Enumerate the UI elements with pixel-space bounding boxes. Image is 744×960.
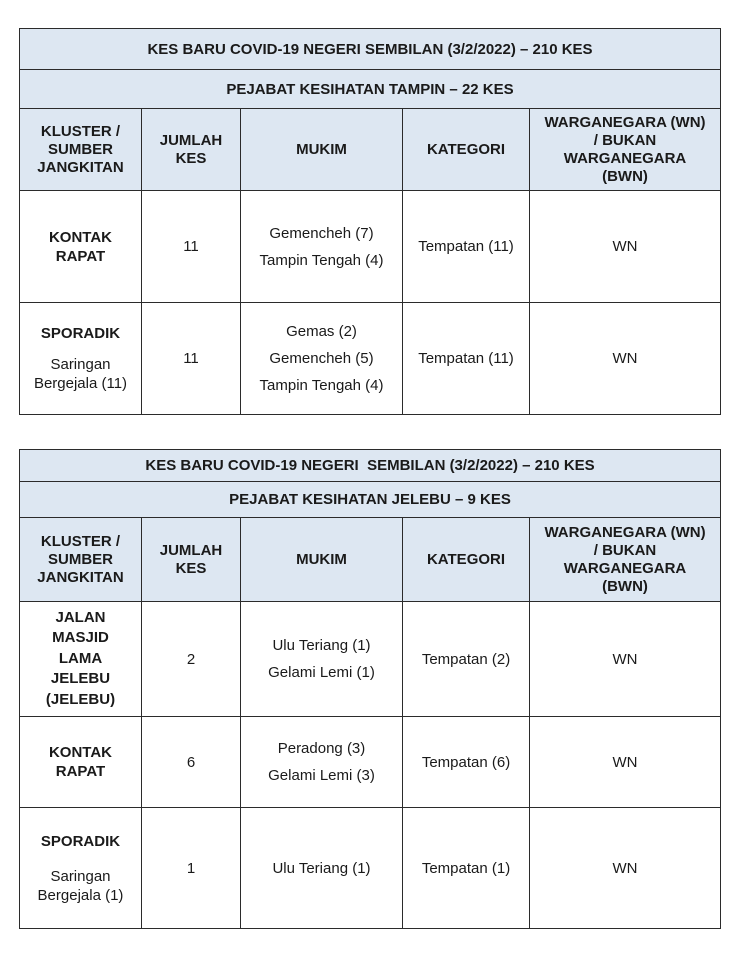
cell-jumlah: 11 — [142, 191, 241, 303]
table-title-row — [20, 450, 721, 482]
cell-kluster: KONTAK RAPAT — [20, 717, 142, 808]
cell-jumlah: 1 — [142, 808, 241, 929]
office-row — [20, 482, 721, 518]
cell-jumlah: 11 — [142, 303, 241, 415]
header-warga: WARGANEGARA (WN) / BUKAN WARGANEGARA (BWN) — [530, 109, 721, 191]
cell-jumlah: 6 — [142, 717, 241, 808]
cell-kategori: Tempatan (1) — [403, 808, 530, 929]
header-row — [20, 109, 721, 191]
cell-warga: WN — [530, 602, 721, 717]
cell-kategori: Tempatan (11) — [403, 303, 530, 415]
cell-mukim: Gemencheh (7) Tampin Tengah (4) — [241, 191, 403, 303]
cell-warga: WN — [530, 808, 721, 929]
table-row — [20, 602, 721, 717]
header-kategori: KATEGORI — [403, 109, 530, 191]
tampin-cases-table — [19, 28, 721, 415]
cell-warga: WN — [530, 303, 721, 415]
header-warga: WARGANEGARA (WN) / BUKAN WARGANEGARA (BWN) — [530, 518, 721, 602]
cell-kluster: SPORADIK Saringan Bergejala (11) — [20, 303, 142, 415]
cell-kategori: Tempatan (6) — [403, 717, 530, 808]
cell-kategori: Tempatan (2) — [403, 602, 530, 717]
header-jumlah: JUMLAH KES — [142, 109, 241, 191]
header-row — [20, 518, 721, 602]
header-kluster: KLUSTER / SUMBER JANGKITAN — [20, 518, 142, 602]
header-kategori: KATEGORI — [403, 518, 530, 602]
cell-mukim: Peradong (3) Gelami Lemi (3) — [241, 717, 403, 808]
header-kluster: KLUSTER / SUMBER JANGKITAN — [20, 109, 142, 191]
cell-mukim: Ulu Teriang (1) — [241, 808, 403, 929]
cell-kluster: SPORADIK Saringan Bergejala (1) — [20, 808, 142, 929]
table-title: KES BARU COVID-19 NEGERI SEMBILAN (3/2/2022) – 210 KES — [20, 450, 721, 482]
cell-mukim: Gemas (2) Gemencheh (5) Tampin Tengah (4) — [241, 303, 403, 415]
office-row — [20, 70, 721, 109]
cell-warga: WN — [530, 717, 721, 808]
header-mukim: MUKIM — [241, 518, 403, 602]
cell-kluster: KONTAK RAPAT — [20, 191, 142, 303]
cell-jumlah: 2 — [142, 602, 241, 717]
cell-warga: WN — [530, 191, 721, 303]
cell-kategori: Tempatan (11) — [403, 191, 530, 303]
cell-mukim: Ulu Teriang (1) Gelami Lemi (1) — [241, 602, 403, 717]
table-row — [20, 191, 721, 303]
office-title: PEJABAT KESIHATAN TAMPIN – 22 KES — [20, 70, 721, 109]
table-title-row — [20, 29, 721, 70]
office-title: PEJABAT KESIHATAN JELEBU – 9 KES — [20, 482, 721, 518]
header-jumlah: JUMLAH KES — [142, 518, 241, 602]
table-row — [20, 717, 721, 808]
table-title: KES BARU COVID-19 NEGERI SEMBILAN (3/2/2022) – 210 KES — [20, 29, 721, 70]
table-row — [20, 303, 721, 415]
table-row — [20, 808, 721, 929]
cell-kluster: JALAN MASJID LAMA JELEBU (JELEBU) — [20, 602, 142, 717]
header-mukim: MUKIM — [241, 109, 403, 191]
jelebu-cases-table — [19, 449, 721, 929]
